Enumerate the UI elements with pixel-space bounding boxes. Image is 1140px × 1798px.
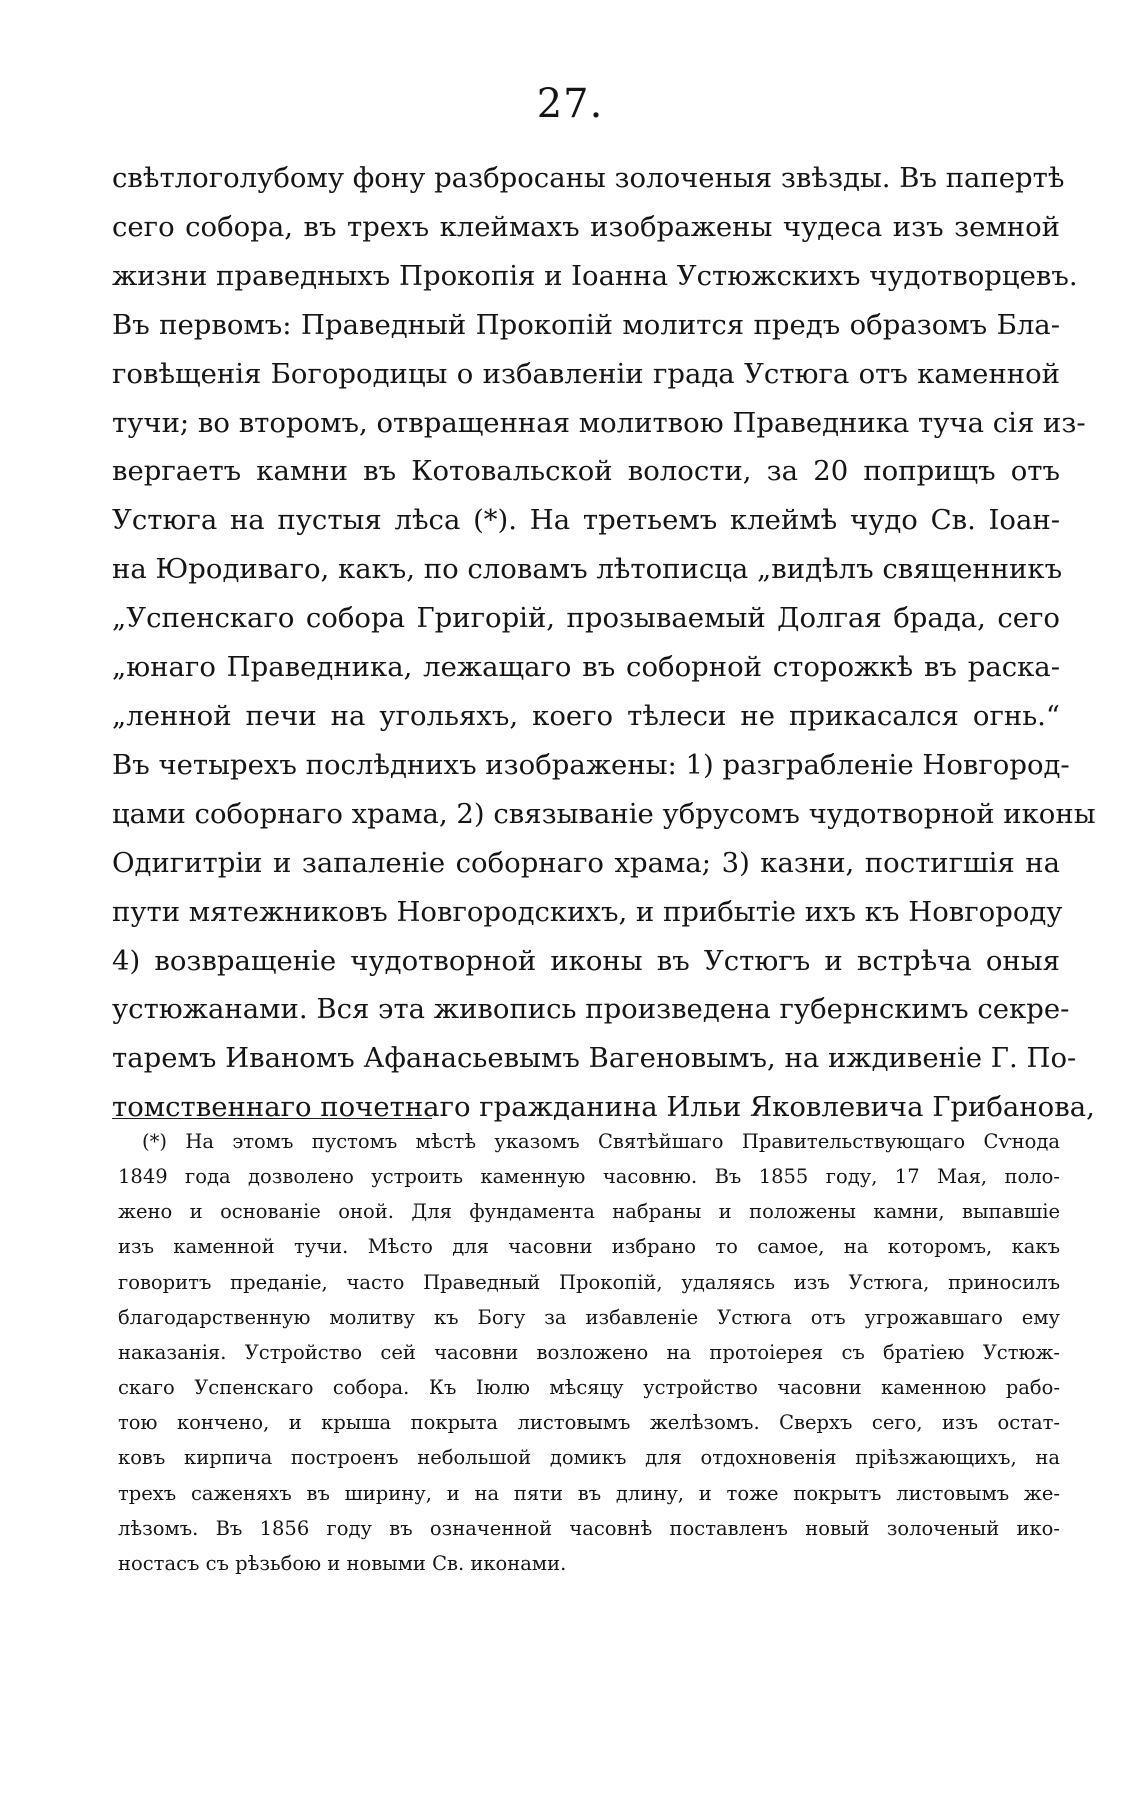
text-line: томственнаго почетнаго гражданина Ильи Яковлевича Грибанова, bbox=[112, 1091, 1095, 1124]
text-line: пути мятежниковъ Новгородскихъ, и прибытіе ихъ къ Новгороду bbox=[112, 895, 1063, 928]
text-line: на Юродиваго, какъ, по словамъ лѣтописца „видѣлъ священникъ bbox=[112, 553, 1063, 586]
text-line: Въ четырехъ послѣднихъ изображены: 1) разграбленіе Новгород- bbox=[112, 748, 1070, 781]
footnote-line: говоритъ преданіе, часто Праведный Прокопій, удаляясь изъ Устюга, приносилъ bbox=[118, 1270, 1060, 1294]
text-line: таремъ Иваномъ Афанасьевымъ Вагеновымъ, на иждивеніе Г. По- bbox=[112, 1042, 1077, 1075]
footnote-line: лѣзомъ. Въ 1856 году въ означенной часовнѣ поставленъ новый золоченый ико- bbox=[118, 1516, 1060, 1540]
text-line: сего собора, въ трехъ клеймахъ изображены чудеса изъ земной bbox=[112, 210, 1060, 243]
text-line: говѣщенія Богородицы о избавленіи града Устюга отъ каменной bbox=[112, 357, 1060, 390]
text-line: устюжанами. Вся эта живопись произведена губернскимъ секре- bbox=[112, 993, 1070, 1026]
text-line: 4) возвращеніе чудотворной иконы въ Устюгъ и встрѣча оныя bbox=[112, 944, 1060, 977]
text-line: „ленной печи на угольяхъ, коего тѣлеси не прикасался огнь.“ bbox=[112, 699, 1060, 732]
footnote-line: жено и основаніе оной. Для фундамента набраны и положены камни, выпавшіе bbox=[118, 1200, 1060, 1224]
text-line: цами соборнаго храма, 2) связываніе убрусомъ чудотворной иконы bbox=[112, 797, 1096, 830]
body-text bbox=[112, 154, 1096, 1132]
text-line: свѣтлоголубому фону разбросаны золоченыя звѣзды. Въ папертѣ bbox=[112, 162, 1065, 194]
footnote-divider bbox=[112, 1118, 432, 1119]
text-line: вергаетъ камни въ Котовальской волости, за 20 поприщъ отъ bbox=[112, 455, 1060, 488]
text-line: Одигитріи и запаленіе соборнаго храма; 3) казни, постигшія на bbox=[112, 846, 1060, 879]
footnote-line: тою кончено, и крыша покрыта листовымъ желѣзомъ. Сверхъ сего, изъ остат- bbox=[118, 1411, 1060, 1435]
footnote-line: скаго Успенскаго собора. Къ Іюлю мѣсяцу устройство часовни каменною рабо- bbox=[118, 1376, 1060, 1400]
footnote-line: изъ каменной тучи. Мѣсто для часовни избрано то самое, на которомъ, какъ bbox=[118, 1235, 1060, 1259]
text-line: „Успенскаго собора Григорій, прозываемый Долгая брада, сего bbox=[112, 602, 1060, 635]
text-line: „юнаго Праведника, лежащаго въ соборной сторожкѣ въ раска- bbox=[112, 651, 1060, 684]
footnote-line: трехъ саженяхъ въ ширину, и на пяти въ длину, и тоже покрытъ листовымъ же- bbox=[118, 1481, 1060, 1505]
footnote-line: благодарственную молитву къ Богу за избавленіе Устюга отъ угрожавшаго ему bbox=[118, 1305, 1060, 1329]
footnote-line: ностасъ съ рѣзьбою и новыми Св. иконами. bbox=[118, 1551, 567, 1575]
footnote-text bbox=[118, 1124, 1060, 1581]
footnote-line: 1849 года дозволено устроить каменную часовню. Въ 1855 году, 17 Мая, поло- bbox=[118, 1165, 1060, 1189]
text-line: жизни праведныхъ Прокопія и Іоанна Устюжскихъ чудотворцевъ. bbox=[112, 259, 1078, 292]
text-line: тучи; во второмъ, отвращенная молитвою Праведника туча сія из- bbox=[112, 406, 1086, 439]
text-line: Въ первомъ: Праведный Прокопій молится предъ образомъ Бла- bbox=[112, 308, 1060, 341]
footnote-line: наказанія. Устройство сей часовни возложено на протоіерея съ братіею Устюж- bbox=[118, 1340, 1060, 1364]
footnote-line: ковъ кирпича построенъ небольшой домикъ для отдохновенія пріѣзжающихъ, на bbox=[118, 1446, 1060, 1470]
footnote-line: (*) На этомъ пустомъ мѣстѣ указомъ Святѣйшаго Правительствующаго Сѵнода bbox=[142, 1130, 1060, 1153]
page-number: 27. bbox=[536, 81, 604, 127]
text-line: Устюга на пустыя лѣса (*). На третьемъ клеймѣ чудо Св. Іоан- bbox=[112, 504, 1060, 537]
